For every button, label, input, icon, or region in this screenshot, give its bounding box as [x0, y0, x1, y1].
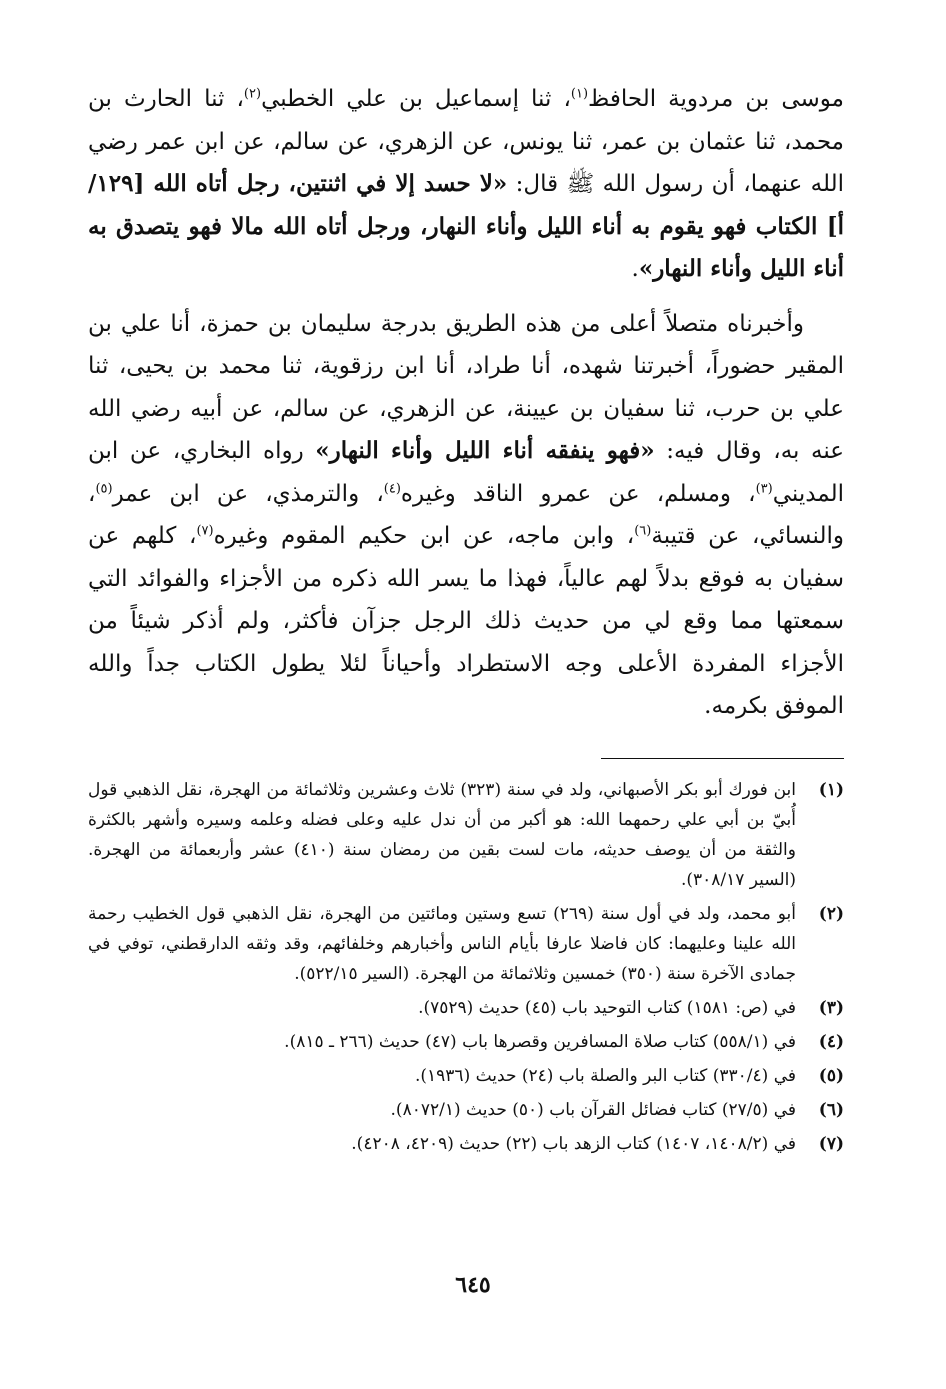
- footnote-item: [88, 775, 844, 895]
- footnote-number: (١): [818, 779, 844, 800]
- footnote-number: (٧): [818, 1133, 844, 1154]
- hadith-quote: «لا حسد إلا في اثنتين، رجل أتاه الله [١٢٩/أ] الكتاب فهو يقوم به أناء الليل وأناء النهار، ورجل أتاه الله مالا فهو يتصدق به أناء الليل وأناء النهار»: [88, 170, 844, 282]
- footnote-ref-6[interactable]: (٦): [634, 523, 652, 539]
- footnote-ref-1[interactable]: (١): [570, 86, 589, 102]
- page-content: [88, 78, 844, 1163]
- footnote-number: (٦): [818, 1099, 844, 1120]
- footnote-item: [88, 993, 844, 1023]
- footnote-ref-4[interactable]: (٤): [383, 480, 401, 496]
- footnote-ref-3[interactable]: (٣): [755, 480, 773, 496]
- page-number: ٦٤٥: [455, 1272, 491, 1298]
- text-run: ، والترمذي، عن ابن عمر: [112, 480, 384, 507]
- text-run: ، ثنا الحارث بن محمد، ثنا عثمان بن عمر، ثنا يونس، عن الزهري، عن سالم، عن ابن عمر رضي الله عنهما، أن رسول الله ﷺ قال:: [88, 86, 844, 197]
- footnote-number: (٤): [818, 1031, 844, 1052]
- footnote-ref-7[interactable]: (٧): [196, 523, 214, 539]
- text-run: رواه البخاري، عن ابن المديني: [88, 438, 844, 507]
- footnote-text: في (٢٧/٥) كتاب فضائل القرآن باب (٥٠) حديث (٨٠٧٢/١).: [390, 1099, 796, 1120]
- footnote-number: (٢): [818, 903, 844, 924]
- footnote-item: [88, 1129, 844, 1159]
- footnote-ref-5[interactable]: (٥): [95, 480, 113, 496]
- footnote-separator: [601, 758, 844, 759]
- footnote-text: في (١٤٠٨/٢، ١٤٠٧) كتاب الزهد باب (٢٢) حديث (٤٢٠٩، ٤٢٠٨).: [351, 1133, 796, 1154]
- text-run: ، كلهم عن سفيان به فوقع بدلاً لهم عالياً، فهذا ما يسر الله ذكره من الأجزاء والفوائد التي سمعتها مما وقع لي من حديث ذلك الرجل جزآن فأكثر، ولم أذكر شيئاً من الأجزاء المفردة الأعلى وجه الاستطراد وأحياناً لئلا يطول الكتاب جداً والله الموفق بكرمه.: [88, 523, 844, 719]
- footnote-text: أبو محمد، ولد في أول سنة (٢٦٩) تسع وستين ومائتين من الهجرة، نقل الذهبي قول الخطيب رحمة الله علينا وعليهما: كان فاضلا عارفا بأيام الناس وأخبارهم وخلفائهم، وقد وثقه الدارقطني، توفي في جمادى الآخرة سنة (٣٥٠) خمسين وثلاثمائة من الهجرة. (السير ٥٢٢/١٥).: [88, 903, 796, 984]
- text-run: وأخبرناه متصلاً أعلى من هذه الطريق بدرجة سليمان بن حمزة، أنا علي بن المقير حضوراً، أخبرتنا شهده، أنا طراد، أنا ابن رزقوية، ثنا محمد بن يحيى، ثنا علي بن حرب، ثنا سفيان بن عيينة، عن الزهري، عن سالم، عن أبيه رضي الله عنه به، وقال فيه:: [88, 310, 845, 464]
- text-run: موسى بن مردوية الحافظ: [588, 86, 844, 112]
- footnote-item: [88, 1027, 844, 1057]
- text-run: ، وابن ماجه، عن ابن حكيم المقوم وغيره: [213, 523, 635, 549]
- footnotes: [88, 775, 844, 1159]
- main-text: [88, 78, 844, 728]
- footnote-item: [88, 1095, 844, 1125]
- footnote-text: في (٣٣٠/٤) كتاب البر والصلة باب (٢٤) حديث (١٩٣٦).: [414, 1065, 796, 1086]
- text-run: .: [631, 256, 639, 282]
- text-run: ، والنسائي، عن قتيبة: [88, 480, 845, 549]
- footnote-number: (٥): [818, 1065, 844, 1086]
- footnote-item: [88, 899, 844, 989]
- hadith-quote: «فهو ينفقه أناء الليل وأناء النهار»: [315, 437, 655, 464]
- footnote-text: ابن فورك أبو بكر الأصبهاني، ولد في سنة (٣٢٣) ثلاث وعشرين وثلاثمائة من الهجرة، نقل الذهبي قول أُبيّ بن أبي علي رحمهما الله: هو أكبر من أن ندل عليه وعلى فضله وعلمه وسيره وأشهر بالكثرة والثقة من أن يوصف حديثه، مات لست بقين من رمضان سنة (٤١٠) عشر وأربعمائة من الهجرة. (السير ٣٠٨/١٧).: [88, 779, 796, 890]
- footnote-ref-2[interactable]: (٢): [243, 86, 262, 102]
- footnote-text: في (ص: ١٥٨١) كتاب التوحيد باب (٤٥) حديث (٧٥٢٩).: [418, 997, 796, 1018]
- text-run: ، ثنا إسماعيل بن علي الخطبي: [261, 86, 571, 112]
- paragraph-1: [88, 78, 844, 291]
- text-run: ، ومسلم، عن عمرو الناقد وغيره: [400, 480, 756, 507]
- footnote-item: [88, 1061, 844, 1091]
- footnote-number: (٣): [818, 997, 844, 1018]
- footnote-text: في (٥٥٨/١) كتاب صلاة المسافرين وقصرها باب (٤٧) حديث (٢٦٦ ـ ٨١٥).: [284, 1031, 796, 1052]
- paragraph-2: [88, 303, 844, 728]
